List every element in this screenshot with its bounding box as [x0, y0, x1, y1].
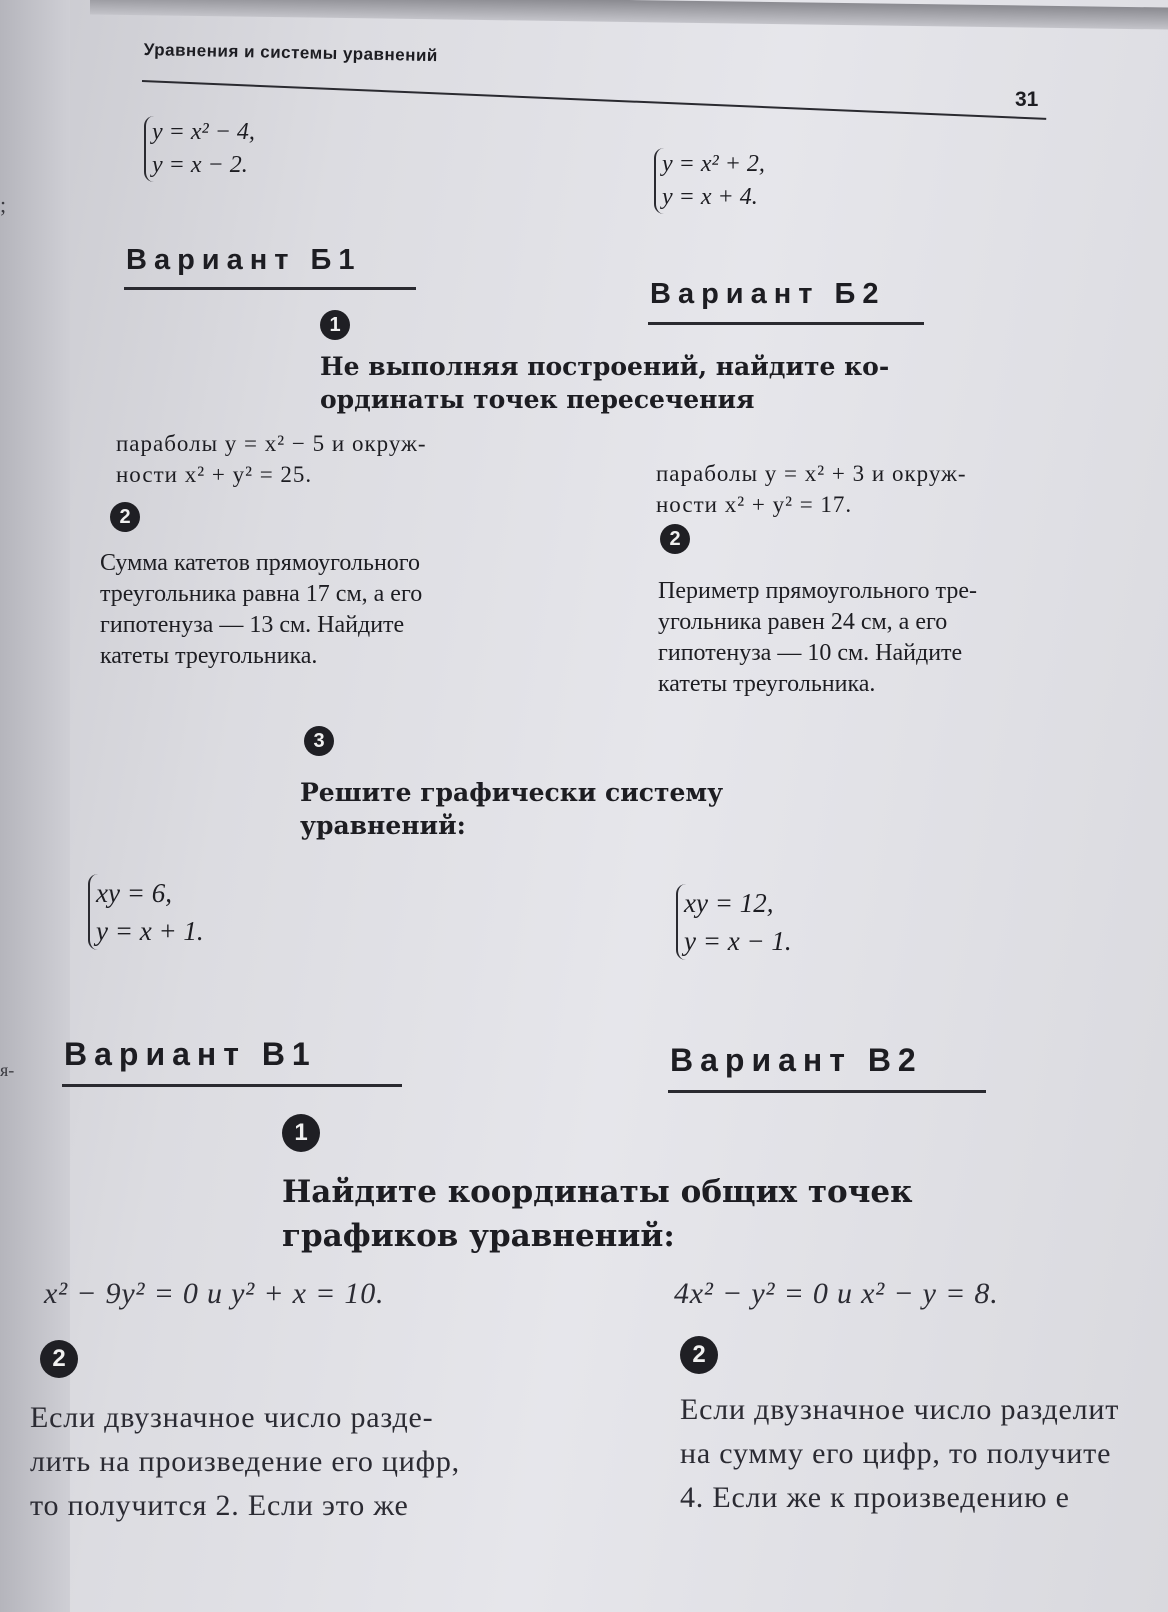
- top-system-right: [654, 148, 765, 214]
- task3-b1-system: [88, 874, 204, 950]
- text-line: лить на произведение его цифр,: [30, 1445, 460, 1478]
- text-line: то получится 2. Если это же: [30, 1489, 409, 1522]
- instruction-line: Решите графически систему: [300, 778, 724, 807]
- instruction-line: ординаты точек пересечения: [320, 385, 755, 414]
- text-line: катеты треугольника.: [658, 671, 876, 697]
- variant-b1-title: Вариант Б1: [126, 244, 362, 276]
- instruction-line: графиков уравнений:: [282, 1218, 675, 1254]
- text-line: гипотенуза — 10 см. Найдите: [658, 640, 963, 666]
- instruction-line: уравнений:: [300, 811, 466, 840]
- task-number-badge: 2: [40, 1340, 78, 1378]
- task1-b2-text: [656, 458, 967, 520]
- equation-line: y = x + 4.: [662, 184, 758, 210]
- task2-v1-text: [30, 1396, 460, 1528]
- margin-mark-semicolon: ;: [0, 192, 7, 217]
- previous-page-edge: [90, 0, 1168, 30]
- variant-b2-underline: [648, 322, 924, 325]
- task-number-badge: 1: [282, 1114, 320, 1152]
- equation-line: y = x² + 2,: [662, 151, 765, 177]
- task3-b2-system: [676, 884, 792, 960]
- text-line: на сумму его цифр, то получите: [680, 1437, 1112, 1470]
- text-line: катеты треугольника.: [100, 643, 318, 669]
- text-line: Сумма катетов прямоугольного: [100, 550, 421, 576]
- task1-b1-text: [116, 428, 427, 490]
- text-line: Если двузначное число разде-: [30, 1401, 434, 1434]
- variant-v2-title: Вариант В2: [670, 1042, 923, 1078]
- task2-b1-text: [100, 548, 422, 672]
- task-number-badge: 2: [660, 524, 690, 554]
- instruction-line: Найдите координаты общих точек: [282, 1174, 913, 1210]
- text-line: треугольника равна 17 см, а его: [100, 581, 423, 607]
- task2-v2-text: [680, 1388, 1168, 1520]
- task-number-badge: 2: [680, 1336, 718, 1374]
- running-title: Уравнения и системы уравнений: [143, 40, 439, 66]
- task1-v1-equations: x² − 9y² = 0 и y² + x = 10.: [44, 1277, 385, 1310]
- page-number: 31: [1015, 88, 1039, 111]
- variant-b2-title: Вариант Б2: [650, 278, 886, 310]
- variant-v1-underline: [62, 1084, 402, 1087]
- task1-v-instruction: [282, 1170, 913, 1258]
- text-line: 4. Если же к произведению е: [680, 1481, 1070, 1514]
- variant-b1-underline: [124, 287, 416, 290]
- text-line: гипотенуза — 13 см. Найдите: [100, 612, 405, 638]
- margin-mark-ya: я-: [0, 1060, 15, 1080]
- equation-line: xy = 12,: [684, 888, 774, 918]
- text-line: Если двузначное число разделит: [680, 1393, 1120, 1426]
- header-rule: [142, 80, 1046, 120]
- text-line: Периметр прямоугольного тре-: [658, 578, 977, 604]
- equation-line: y = x² − 4,: [152, 119, 255, 145]
- top-system-left: [144, 116, 255, 182]
- instruction-line: Не выполняя построений, найдите ко-: [320, 352, 890, 381]
- task-number-badge: 2: [110, 502, 140, 532]
- variant-v2-underline: [668, 1090, 986, 1093]
- equation-line: y = x − 1.: [684, 926, 792, 956]
- task1-instruction: [320, 350, 889, 416]
- equation-line: xy = 6,: [96, 878, 172, 908]
- task3-instruction: [300, 776, 723, 842]
- variant-v1-title: Вариант В1: [64, 1036, 317, 1072]
- text-line: ности x² + y² = 25.: [116, 462, 313, 487]
- equation-line: y = x − 2.: [152, 152, 248, 178]
- equation-line: y = x + 1.: [96, 916, 204, 946]
- text-line: ности x² + y² = 17.: [656, 492, 853, 517]
- text-line: угольника равен 24 см, а его: [658, 609, 948, 635]
- task2-b2-text: [658, 576, 977, 700]
- task-number-badge: 1: [320, 310, 350, 340]
- task1-v2-equations: 4x² − y² = 0 и x² − y = 8.: [674, 1277, 999, 1310]
- text-line: параболы y = x² + 3 и окруж-: [656, 461, 967, 486]
- text-line: параболы y = x² − 5 и окруж-: [116, 431, 427, 456]
- task-number-badge: 3: [304, 726, 334, 756]
